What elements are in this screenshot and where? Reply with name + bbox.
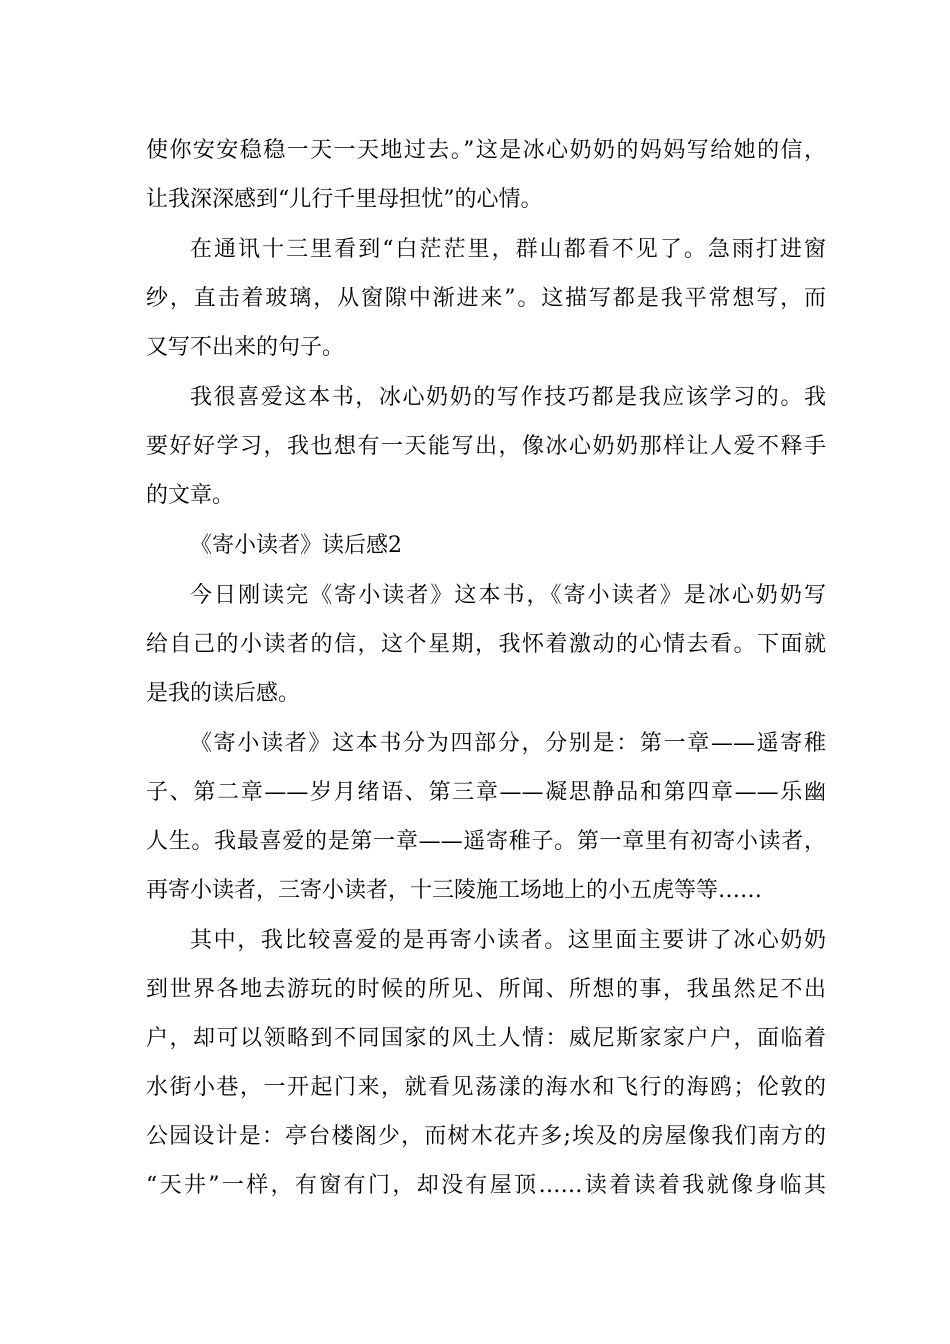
text-line: 今日刚读完《寄小读者》这本书，《寄小读者》是冰心奶奶写	[190, 583, 826, 608]
text-line: 要好好学习，我也想有一天能写出，像冰心奶奶那样让人爱不释手	[146, 434, 826, 459]
text-line: 再寄小读者，三寄小读者，十三陵施工场地上的小五虎等等……	[146, 878, 763, 903]
paragraph-tongxun-13	[146, 225, 826, 372]
text-line: 的文章。	[146, 483, 235, 508]
paragraph-intro	[146, 571, 826, 718]
text-line: 是我的读后感。	[146, 681, 301, 706]
text-line: 人生。我最喜爱的是第一章——遥寄稚子。第一章里有初寄小读者，	[146, 829, 826, 854]
text-line: 《寄小读者》这本书分为四部分，分别是：第一章——遥寄稚	[190, 731, 826, 756]
section-title: 《寄小读者》读后感2	[190, 533, 402, 558]
text-line: 子、第二章——岁月绪语、第三章——凝思静品和第四章——乐幽	[146, 780, 826, 805]
text-line: 给自己的小读者的信，这个星期，我怀着激动的心情去看。下面就	[146, 632, 826, 657]
section-heading	[146, 521, 826, 570]
text-line: 其中，我比较喜爱的是再寄小读者。这里面主要讲了冰心奶奶	[190, 928, 826, 953]
text-line: 到世界各地去游玩的时候的所见、所闻、所想的事，我虽然足不出	[146, 977, 826, 1002]
paragraph-chapters	[146, 719, 826, 915]
text-line: 我很喜爱这本书，冰心奶奶的写作技巧都是我应该学习的。我	[190, 385, 826, 410]
text-line: “天井”一样，有窗有门，却没有屋顶……读着读着我就像身临其	[146, 1173, 826, 1198]
paragraph-letter-quote	[146, 126, 826, 224]
text-line: 让我深深感到“儿行千里母担忧”的心情。	[146, 187, 543, 212]
text-line: 在通讯十三里看到“白茫茫里，群山都看不见了。急雨打进窗	[190, 237, 826, 262]
text-line: 公园设计是：亭台楼阁少，而树木花卉多;埃及的房屋像我们南方的	[146, 1124, 826, 1149]
text-line: 水街小巷，一开起门来，就看见荡漾的海水和飞行的海鸥；伦敦的	[146, 1075, 826, 1100]
text-line: 又写不出来的句子。	[146, 335, 345, 360]
paragraph-love-book	[146, 373, 826, 520]
text-line: 使你安安稳稳一天一天地过去。”这是冰心奶奶的妈妈写给她的信，	[146, 138, 826, 163]
body-text	[146, 126, 826, 1210]
text-line: 纱，直击着玻璃，从窗隙中渐进来”。这描写都是我平常想写，而	[146, 286, 826, 311]
text-line: 户，却可以领略到不同国家的风土人情：威尼斯家家户户，面临着	[146, 1026, 826, 1051]
paragraph-travels	[146, 916, 826, 1210]
